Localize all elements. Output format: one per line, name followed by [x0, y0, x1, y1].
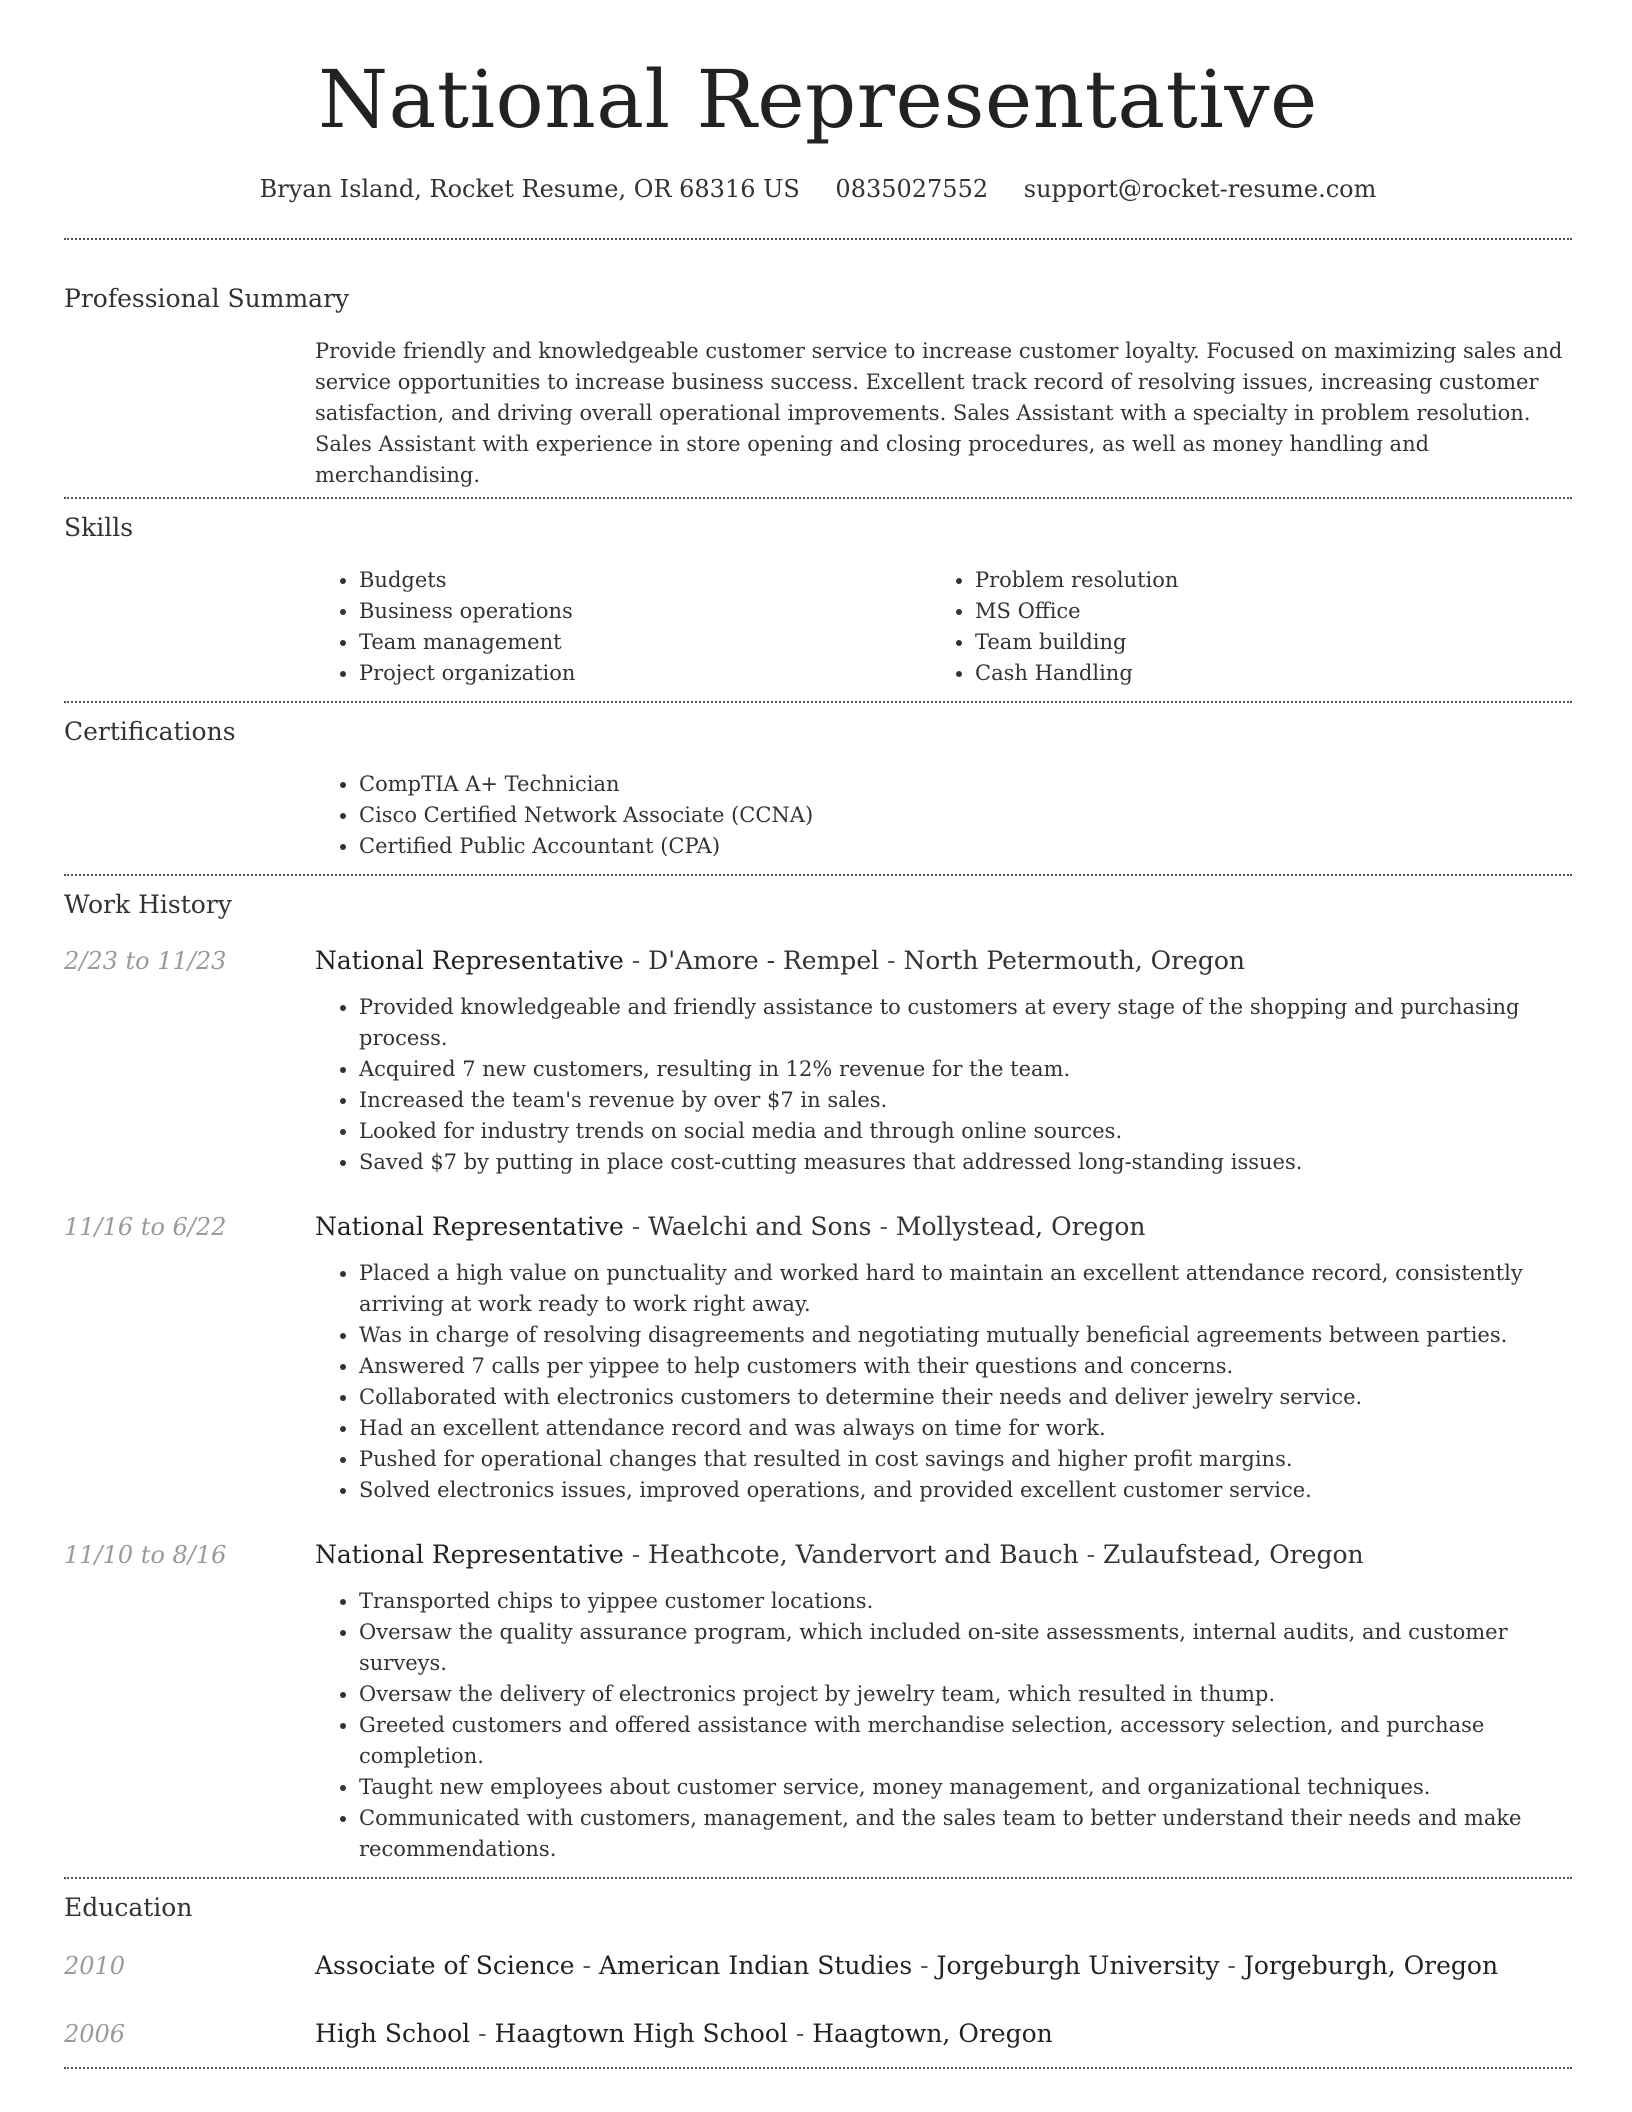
job-dates: 11/10 to 8/16 [64, 1541, 227, 1569]
skill-item: • Budgets [359, 565, 931, 596]
section-title-certifications: Certifications [64, 717, 236, 746]
skill-item: • MS Office [975, 596, 1572, 627]
job-bullet: • Looked for industry trends on social media and through online sources. [359, 1116, 1572, 1147]
resume-name: National Representative [318, 53, 1318, 146]
education-school: Jorgeburgh University [936, 1951, 1220, 1980]
job-bullet: • Oversaw the quality assurance program, which included on-site assessments, internal audits, and customer surveys. [359, 1617, 1572, 1679]
job-bullet: • Solved electronics issues, improved operations, and provided excellent customer service. [359, 1475, 1572, 1506]
skill-item: • Team management [359, 627, 931, 658]
job-entry [64, 1540, 1572, 1865]
resume-page [64, 0, 1572, 2069]
education-school: Haagtown High School [494, 2019, 788, 2048]
job-bullet: • Was in charge of resolving disagreements and negotiating mutually beneficial agreements between parties. [359, 1320, 1572, 1351]
education-entry [64, 1951, 1572, 1981]
section-title-summary: Professional Summary [64, 284, 350, 313]
job-title: National Representative - Heathcote, Vandervort and Bauch - Zulaufstead, Oregon [315, 1540, 1364, 1569]
contact-phone: 0835027552 [835, 175, 989, 203]
job-header [64, 946, 1572, 976]
divider [64, 701, 1572, 703]
job-header [64, 1212, 1572, 1242]
job-bullet: • Had an excellent attendance record and was always on time for work. [359, 1413, 1572, 1444]
contact-line [64, 174, 1572, 204]
job-bullet: • Saved $7 by putting in place cost-cutting measures that addressed long-standing issues. [359, 1147, 1572, 1178]
divider [64, 2067, 1572, 2069]
summary-text: Provide friendly and knowledgeable customer service to increase customer loyalty. Focused on maximizing sales and service opportunities to increase business success. Excellent track record of resolving issues, increasing customer satisfaction, and driving overall operational improvements. Sales Assistant with a specialty in problem resolution. Sales Assistant with experience in store opening and closing procedures, as well as money handling and merchandising. [315, 339, 1563, 487]
job-entry [64, 946, 1572, 1178]
education-year: 2010 [64, 1952, 126, 1980]
job-location: North Petermouth, Oregon [903, 946, 1246, 975]
summary-section [64, 284, 1572, 491]
job-bullet: • Communicated with customers, management, and the sales team to better understand their needs and make recommendations. [359, 1803, 1572, 1865]
divider [64, 874, 1572, 876]
job-header [64, 1540, 1572, 1570]
contact-address: Bryan Island, Rocket Resume, OR 68316 US [259, 175, 800, 203]
job-bullet: • Placed a high value on punctuality and worked hard to maintain an excellent attendance record, consistently arriving at work ready to work right away. [359, 1258, 1572, 1320]
job-title: National Representative - Waelchi and Sons - Mollystead, Oregon [315, 1212, 1146, 1241]
skill-item: • Business operations [359, 596, 931, 627]
job-role: National Representative [315, 1540, 624, 1569]
job-bullet: • Collaborated with electronics customers to determine their needs and deliver jewelry service. [359, 1382, 1572, 1413]
contact-email[interactable]: support@rocket-resume.com [1023, 175, 1377, 203]
education-title: High School - Haagtown High School - Haagtown, Oregon [315, 2019, 1053, 2048]
skill-item: • Problem resolution [975, 565, 1572, 596]
education-degree: Associate of Science [315, 1951, 575, 1980]
divider [64, 497, 1572, 499]
job-dates: 2/23 to 11/23 [64, 947, 227, 975]
job-bullets [315, 992, 1572, 1178]
education-field: American Indian Studies [598, 1951, 913, 1980]
job-bullet: • Increased the team's revenue by over $7 in sales. [359, 1085, 1572, 1116]
divider [64, 238, 1572, 240]
education-year: 2006 [64, 2020, 126, 2048]
job-bullet: • Answered 7 calls per yippee to help customers with their questions and concerns. [359, 1351, 1572, 1382]
certification-item: • Certified Public Accountant (CPA) [359, 831, 1572, 862]
education-location: Jorgeburgh, Oregon [1243, 1951, 1499, 1980]
skill-item: • Cash Handling [975, 658, 1572, 689]
job-bullet: • Provided knowledgeable and friendly assistance to customers at every stage of the shopping and purchasing process. [359, 992, 1572, 1054]
job-location: Zulaufstead, Oregon [1103, 1540, 1364, 1569]
job-bullet: • Transported chips to yippee customer locations. [359, 1586, 1572, 1617]
skill-item: • Team building [975, 627, 1572, 658]
certifications-list [315, 769, 1572, 862]
job-company: Waelchi and Sons [648, 1212, 872, 1241]
job-bullet: • Acquired 7 new customers, resulting in 12% revenue for the team. [359, 1054, 1572, 1085]
job-company: D'Amore - Rempel [648, 946, 880, 975]
divider [64, 1877, 1572, 1879]
skill-item: • Project organization [359, 658, 931, 689]
certifications-section [64, 717, 1572, 862]
education-section [64, 1893, 1572, 2049]
job-bullets [315, 1258, 1572, 1506]
education-degree: High School [315, 2019, 471, 2048]
job-role: National Representative [315, 946, 624, 975]
certification-item: • CompTIA A+ Technician [359, 769, 1572, 800]
education-entry [64, 2019, 1572, 2049]
education-location: Haagtown, Oregon [812, 2019, 1053, 2048]
job-company: Heathcote, Vandervort and Bauch [648, 1540, 1079, 1569]
job-bullet: • Taught new employees about customer service, money management, and organizational techniques. [359, 1772, 1572, 1803]
skills-list-right [931, 565, 1572, 689]
job-dates: 11/16 to 6/22 [64, 1213, 227, 1241]
section-title-skills: Skills [64, 513, 134, 542]
job-bullet: • Oversaw the delivery of electronics project by jewelry team, which resulted in thump. [359, 1679, 1572, 1710]
skills-list-left [315, 565, 931, 689]
job-bullet: • Pushed for operational changes that resulted in cost savings and higher profit margins. [359, 1444, 1572, 1475]
skills-section [64, 513, 1572, 689]
job-entry [64, 1212, 1572, 1506]
education-title: Associate of Science - American Indian Studies - Jorgeburgh University - Jorgeburgh, Oregon [315, 1951, 1499, 1980]
section-title-work: Work History [64, 890, 232, 919]
job-location: Mollystead, Oregon [895, 1212, 1146, 1241]
job-bullets [315, 1586, 1572, 1865]
work-section [64, 890, 1572, 1865]
section-title-education: Education [64, 1893, 193, 1922]
job-bullet: • Greeted customers and offered assistance with merchandise selection, accessory selection, and purchase completion. [359, 1710, 1572, 1772]
job-role: National Representative [315, 1212, 624, 1241]
skills-grid [315, 565, 1572, 689]
job-title: National Representative - D'Amore - Rempel - North Petermouth, Oregon [315, 946, 1246, 975]
certification-item: • Cisco Certified Network Associate (CCNA) [359, 800, 1572, 831]
